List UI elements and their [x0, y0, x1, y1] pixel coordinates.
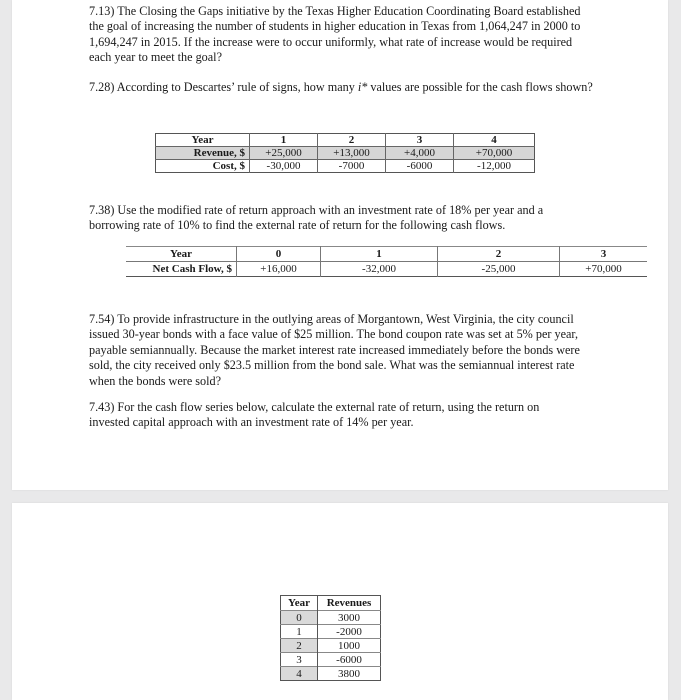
revenue-cell: 1000 [318, 639, 381, 653]
revenue-cell: 3000 [318, 611, 381, 625]
year-cell: 3 [560, 247, 648, 262]
problem-7-28-text-before: 7.28) According to Descartes’ rule of signs, how many [89, 80, 358, 94]
problem-7-13: 7.13) The Closing the Gaps initiative by the Texas Higher Education Coordinating Board established the goal of increasing the number of students in higher education in Texas from 1,064,247 in 2000 to 1,694,247 in 2015. If the increase were to occur uniformly, what rate of increase would be required each year to meet the goal? [89, 4, 581, 65]
revenue-cell: -2000 [318, 625, 381, 639]
problem-7-28-text-after: values are possible for the cash flows shown? [367, 80, 593, 94]
year-cell: 1 [321, 247, 438, 262]
table-row [156, 147, 535, 160]
table-row [156, 160, 535, 173]
year-cell: 2 [318, 134, 386, 147]
table-row [281, 625, 381, 639]
year-cell: 0 [281, 611, 318, 625]
year-cell: 1 [250, 134, 318, 147]
document-page-2 [12, 503, 668, 700]
cost-cell: -30,000 [250, 160, 318, 173]
header-revenues: Revenues [326, 597, 372, 609]
row-label-year: Year [170, 248, 192, 260]
cash-flow-cell: +70,000 [560, 262, 648, 277]
table-row [156, 134, 535, 147]
revenue-cell: +13,000 [318, 147, 386, 160]
problem-7-38: 7.38) Use the modified rate of return approach with an investment rate of 18% per year and a borrowing rate of 10% to find the external rate of return for the following cash flows. [89, 203, 544, 233]
cash-flow-cell: -32,000 [321, 262, 438, 277]
revenue-table-7-43 [280, 595, 381, 681]
cash-flow-cell: -25,000 [438, 262, 560, 277]
row-label-cost: Cost, $ [212, 160, 245, 172]
cash-flow-table-7-38 [126, 246, 647, 277]
year-cell: 2 [438, 247, 560, 262]
revenue-cell: 3800 [318, 667, 381, 681]
year-cell: 4 [281, 667, 318, 681]
year-cell: 0 [237, 247, 321, 262]
cost-cell: -7000 [318, 160, 386, 173]
row-label-revenue: Revenue, $ [156, 147, 250, 160]
document-page-1 [12, 0, 668, 490]
cash-flow-cell: +16,000 [237, 262, 321, 277]
cost-cell: -12,000 [454, 160, 535, 173]
table-header-row [281, 596, 381, 611]
row-label-net-cash-flow: Net Cash Flow, $ [126, 262, 237, 277]
table-row [281, 653, 381, 667]
year-cell: 3 [386, 134, 454, 147]
table-row [126, 262, 647, 277]
revenue-cell: +25,000 [250, 147, 318, 160]
year-cell: 4 [454, 134, 535, 147]
revenue-cell: -6000 [318, 653, 381, 667]
cash-flow-table-7-28 [155, 133, 535, 173]
table-row [281, 667, 381, 681]
table-row [281, 611, 381, 625]
i-star-symbol: i* [357, 80, 368, 94]
header-year: Year [281, 596, 318, 611]
table-row [126, 247, 647, 262]
year-cell: 2 [281, 639, 318, 653]
revenue-cell: +4,000 [386, 147, 454, 160]
year-cell: 3 [281, 653, 318, 667]
problem-7-28 [89, 80, 599, 95]
row-label-year: Year [191, 134, 214, 146]
problem-7-43: 7.43) For the cash flow series below, calculate the external rate of return, using the return on invested capital approach with an investment rate of 14% per year. [89, 400, 540, 430]
table-row [281, 639, 381, 653]
year-cell: 1 [281, 625, 318, 639]
revenue-cell: +70,000 [454, 147, 535, 160]
problem-7-54: 7.54) To provide infrastructure in the outlying areas of Morgantown, West Virginia, the city council issued 30-year bonds with a face value of $25 million. The bond coupon rate was set at 5% per year, payable semiannually. Because the market interest rate increased immediately before the bonds were sold, the city received only $23.5 million from the bond sale. What was the semiannual interest rate when the bonds were sold? [89, 312, 580, 388]
cost-cell: -6000 [386, 160, 454, 173]
